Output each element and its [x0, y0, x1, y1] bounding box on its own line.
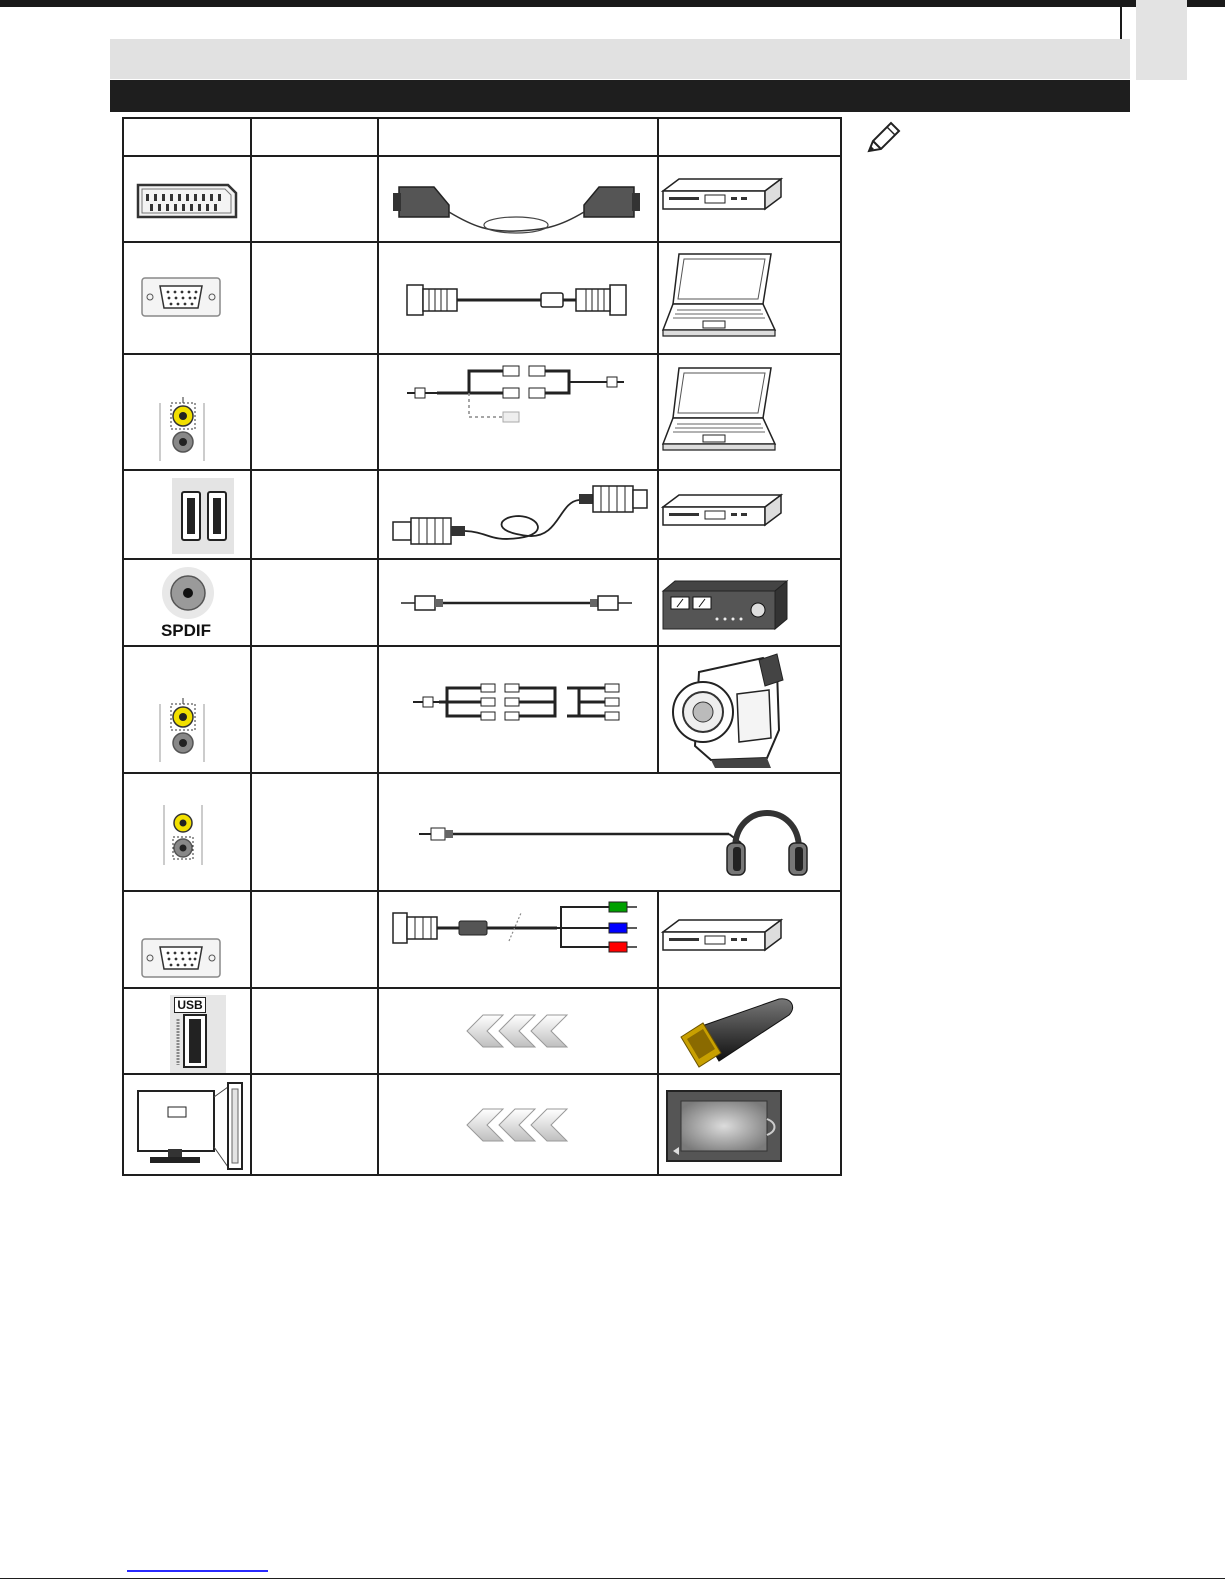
av-cable-cell	[378, 646, 658, 773]
connections-table	[122, 117, 842, 1176]
table-row	[123, 559, 841, 646]
hdmi-sockets-icon	[124, 472, 234, 558]
ypbpr-cable-icon	[379, 893, 654, 987]
laptop-icon	[659, 248, 779, 348]
language-tab	[1136, 0, 1187, 80]
spdif-socket-cell	[123, 559, 251, 646]
dvd-recorder-icon	[659, 910, 784, 970]
usb-insert-cell	[378, 988, 658, 1074]
section-header-band	[110, 80, 1130, 112]
scart-socket-icon	[124, 159, 244, 239]
pc-audio-label-cell	[251, 354, 378, 470]
page-title-band	[110, 39, 1130, 79]
table-row	[123, 242, 841, 354]
vga-socket-icon	[124, 895, 234, 985]
laptop-cell	[658, 242, 841, 354]
audio-amplifier-icon	[659, 573, 789, 633]
camcorder-cell	[658, 646, 841, 773]
ypbpr-label-cell	[251, 891, 378, 988]
cam-module-cell	[658, 1074, 841, 1175]
hdmi-cable-icon	[379, 472, 654, 558]
table-row	[123, 1074, 841, 1175]
table-row	[123, 773, 841, 891]
vga-label-cell	[251, 242, 378, 354]
headphone-label-cell	[251, 773, 378, 891]
usb-socket-icon	[124, 989, 248, 1073]
hdmi-sockets-cell	[123, 470, 251, 559]
dvd-recorder-icon	[659, 169, 784, 229]
hdmi-label-cell	[251, 470, 378, 559]
headphone-socket-cell	[123, 773, 251, 891]
insert-arrows-icon	[379, 1095, 654, 1155]
headphone-socket-icon	[124, 787, 234, 877]
hdmi-cable-cell	[378, 470, 658, 559]
usb-stick-cell	[658, 988, 841, 1074]
scart-cable-cell	[378, 156, 658, 242]
av-label-cell	[251, 646, 378, 773]
usb-type-cell	[251, 988, 378, 1074]
av-cable-icon	[379, 650, 654, 770]
laptop-cell	[658, 354, 841, 470]
vga-socket-icon	[124, 268, 234, 328]
ci-insert-cell	[378, 1074, 658, 1175]
camcorder-icon	[659, 650, 789, 770]
table-row	[123, 470, 841, 559]
insert-arrows-icon	[379, 1001, 654, 1061]
usb-socket-cell	[123, 988, 251, 1074]
av-socket-cell	[123, 646, 251, 773]
top-rule	[0, 0, 1225, 7]
scart-label-cell	[251, 156, 378, 242]
table-row	[123, 354, 841, 470]
av-mini-socket-icon	[124, 650, 234, 770]
av-mini-socket-icon	[124, 357, 234, 467]
vga-socket-cell	[123, 242, 251, 354]
header-device	[658, 118, 841, 156]
cam-module-icon	[659, 1083, 789, 1167]
table-row	[123, 646, 841, 773]
coaxial-cable-cell	[378, 559, 658, 646]
dvd-recorder-cell	[658, 470, 841, 559]
laptop-icon	[659, 362, 779, 462]
footer-link[interactable]	[127, 1570, 268, 1572]
usb-stick-icon	[659, 991, 799, 1071]
dvd-recorder-cell	[658, 156, 841, 242]
ci-slot-cell	[123, 1074, 251, 1175]
ypbpr-socket-cell	[123, 891, 251, 988]
pc-audio-socket-cell	[123, 354, 251, 470]
ci-label-cell	[251, 1074, 378, 1175]
header-cables	[378, 118, 658, 156]
coaxial-cable-icon	[379, 573, 654, 633]
vga-cable-cell	[378, 242, 658, 354]
table-header-row	[123, 118, 841, 156]
spdif-label: SPDIF	[160, 620, 212, 640]
table-row	[123, 988, 841, 1074]
usb-label: USB	[174, 997, 206, 1013]
pencil-note-icon	[865, 121, 901, 155]
headphone-cable-cell	[378, 773, 841, 891]
scart-socket-cell	[123, 156, 251, 242]
pc-audio-cable-cell	[378, 354, 658, 470]
headphone-cable-icon	[379, 777, 839, 887]
pc-audio-cable-icon	[379, 357, 654, 467]
footer-rule	[0, 1578, 1225, 1579]
dvd-recorder-icon	[659, 485, 784, 545]
ypbpr-cable-cell	[378, 891, 658, 988]
table-row	[123, 891, 841, 988]
vga-cable-icon	[379, 263, 654, 333]
audio-amplifier-cell	[658, 559, 841, 646]
header-connector	[123, 118, 251, 156]
table-row	[123, 156, 841, 242]
scart-cable-icon	[379, 157, 654, 241]
dvd-recorder-cell	[658, 891, 841, 988]
spdif-type-cell	[251, 559, 378, 646]
tv-ci-slot-icon	[124, 1077, 248, 1173]
header-type	[251, 118, 378, 156]
spdif-socket-icon	[124, 561, 248, 621]
